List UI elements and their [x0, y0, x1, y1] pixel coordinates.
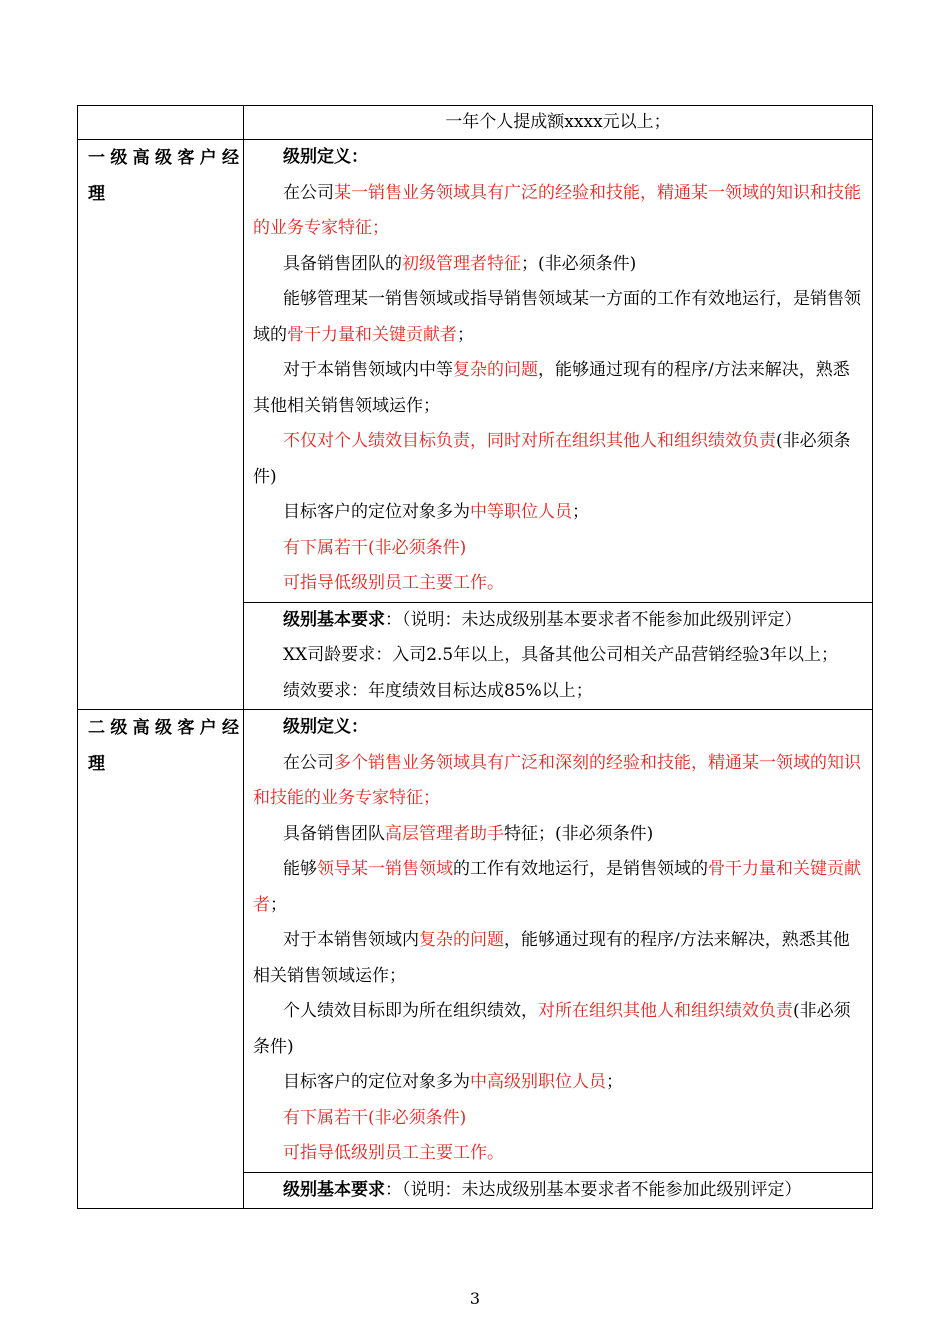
definition-heading: 级别定义：	[283, 147, 368, 167]
definition-paragraph: 对于本销售领域内中等复杂的问题，能够通过现有的程序/方法来解决，熟悉其他相关销售领域运作；	[253, 360, 850, 416]
level-title-line1: 二级高级客户经	[88, 718, 239, 738]
level-title-line1: 一级高级客户经	[88, 148, 239, 168]
requirement-heading: 级别基本要求：（说明：未达成级别基本要求者不能参加此级别评定）	[283, 1179, 802, 1200]
level-title-cell	[78, 140, 244, 710]
commission-cell	[244, 106, 873, 140]
table-row	[78, 140, 873, 603]
level-title	[78, 710, 243, 782]
definition-paragraph: 具备销售团队高层管理者助手特征；(非必须条件)	[283, 823, 654, 844]
level-definition-cell	[244, 140, 873, 603]
requirement-heading: 级别基本要求：（说明：未达成级别基本要求者不能参加此级别评定）	[283, 609, 802, 630]
table-row	[78, 710, 873, 1173]
performance-requirement: 绩效要求：年度绩效目标达成85%以上；	[283, 680, 593, 701]
definition-paragraph: 能够领导某一销售领域的工作有效地运行，是销售领域的骨干力量和关键贡献者；	[253, 859, 861, 915]
definition-paragraph: 可指导低级别员工主要工作。	[283, 1143, 504, 1163]
definition-paragraph: 可指导低级别员工主要工作。	[283, 573, 504, 593]
definition-paragraph: 具备销售团队的初级管理者特征；(非必须条件)	[283, 253, 637, 274]
basic-requirement-cell	[244, 602, 873, 710]
definition-paragraph: 在公司多个销售业务领域具有广泛和深刻的经验和技能，精通某一领域的知识和技能的业务专家特征；	[253, 752, 861, 808]
definition-paragraph: 在公司某一销售业务领域具有广泛的经验和技能，精通某一领域的知识和技能的业务专家特征；	[253, 182, 861, 238]
level-definition-table	[77, 105, 873, 1209]
table-row	[78, 106, 873, 140]
definition-paragraph: 能够管理某一销售领域或指导销售领域某一方面的工作有效地运行，是销售领域的骨干力量和关键贡献者；	[253, 289, 861, 345]
definition-paragraph: 有下属若干(非必须条件)	[283, 1107, 467, 1128]
definition-paragraph: 有下属若干(非必须条件)	[283, 537, 467, 558]
definition-paragraph: 对于本销售领域内复杂的问题，能够通过现有的程序/方法来解决，熟悉其他相关销售领域运作；	[253, 930, 850, 986]
tenure-requirement: XX司龄要求：入司2.5年以上，具备其他公司相关产品营销经验3年以上；	[283, 645, 839, 665]
definition-heading: 级别定义：	[283, 717, 368, 737]
definition-paragraph: 目标客户的定位对象多为中高级别职位人员；	[283, 1072, 623, 1092]
definition-paragraph: 目标客户的定位对象多为中等职位人员；	[283, 502, 589, 522]
definition-paragraph: 不仅对个人绩效目标负责，同时对所在组织其他人和组织绩效负责(非必须条件)	[253, 431, 851, 487]
level-title-cell	[78, 710, 244, 1209]
definition-paragraph: 个人绩效目标即为所在组织绩效，对所在组织其他人和组织绩效负责(非必须条件)	[253, 1001, 851, 1057]
level-title-line2: 理	[88, 184, 105, 204]
level-definition-cell	[244, 710, 873, 1173]
commission-requirement: 一年个人提成额xxxx元以上；	[445, 112, 671, 132]
page-number: 3	[469, 1289, 481, 1308]
level-title	[78, 140, 243, 212]
basic-requirement-cell	[244, 1172, 873, 1209]
level-title-line2: 理	[88, 754, 105, 774]
empty-cell	[78, 106, 244, 140]
